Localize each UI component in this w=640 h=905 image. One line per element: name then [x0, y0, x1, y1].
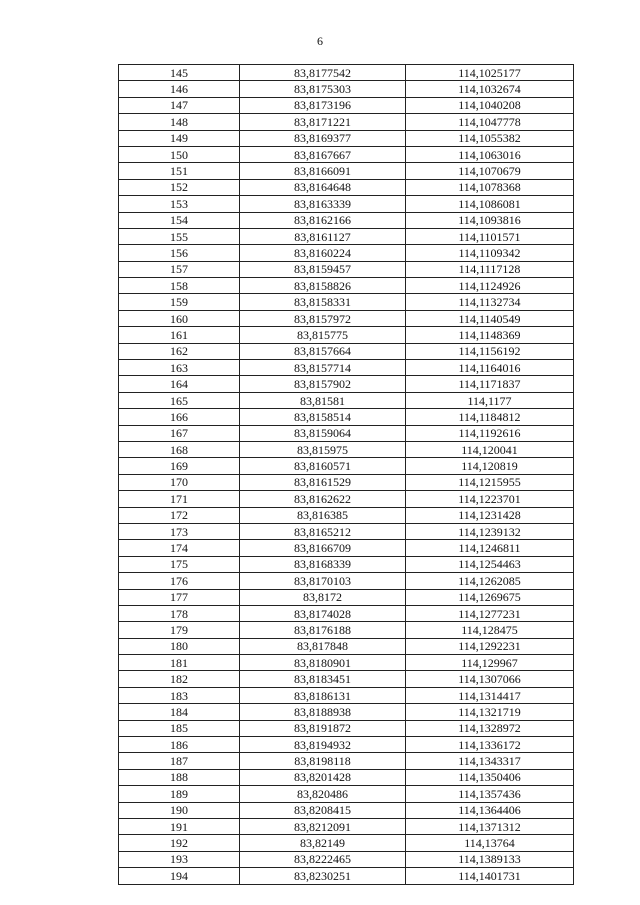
point-number-cell: 159: [119, 294, 240, 310]
longitude-cell: 114,1032674: [406, 81, 574, 97]
table-row: [119, 376, 574, 392]
longitude-cell: 114,1215955: [406, 474, 574, 490]
table-row: [119, 392, 574, 408]
point-number-cell: 150: [119, 146, 240, 162]
longitude-cell: 114,1343317: [406, 753, 574, 769]
point-number-cell: 161: [119, 327, 240, 343]
point-number-cell: 190: [119, 802, 240, 818]
point-number-cell: 178: [119, 605, 240, 621]
point-number-cell: 168: [119, 441, 240, 457]
longitude-cell: 114,1101571: [406, 228, 574, 244]
table-row: [119, 523, 574, 539]
latitude-cell: 83,8158514: [240, 409, 406, 425]
table-row: [119, 868, 574, 884]
point-number-cell: 176: [119, 573, 240, 589]
latitude-cell: 83,8158826: [240, 278, 406, 294]
latitude-cell: 83,816385: [240, 507, 406, 523]
longitude-cell: 114,1231428: [406, 507, 574, 523]
latitude-cell: 83,8173196: [240, 97, 406, 113]
longitude-cell: 114,1307066: [406, 671, 574, 687]
table-row: [119, 65, 574, 81]
longitude-cell: 114,1078368: [406, 179, 574, 195]
latitude-cell: 83,8168339: [240, 556, 406, 572]
latitude-cell: 83,8180901: [240, 655, 406, 671]
longitude-cell: 114,1328972: [406, 720, 574, 736]
latitude-cell: 83,8161529: [240, 474, 406, 490]
latitude-cell: 83,82149: [240, 835, 406, 851]
longitude-cell: 114,1040208: [406, 97, 574, 113]
point-number-cell: 193: [119, 851, 240, 867]
point-number-cell: 154: [119, 212, 240, 228]
latitude-cell: 83,8186131: [240, 687, 406, 703]
latitude-cell: 83,8160571: [240, 458, 406, 474]
table-row: [119, 835, 574, 851]
longitude-cell: 114,1389133: [406, 851, 574, 867]
longitude-cell: 114,1148369: [406, 327, 574, 343]
longitude-cell: 114,1357436: [406, 786, 574, 802]
latitude-cell: 83,815775: [240, 327, 406, 343]
table-row: [119, 753, 574, 769]
table-row: [119, 589, 574, 605]
latitude-cell: 83,8208415: [240, 802, 406, 818]
table-row: [119, 540, 574, 556]
point-number-cell: 156: [119, 245, 240, 261]
coordinates-table: [118, 64, 574, 885]
table-row: [119, 97, 574, 113]
point-number-cell: 177: [119, 589, 240, 605]
point-number-cell: 147: [119, 97, 240, 113]
latitude-cell: 83,8160224: [240, 245, 406, 261]
point-number-cell: 166: [119, 409, 240, 425]
point-number-cell: 164: [119, 376, 240, 392]
point-number-cell: 167: [119, 425, 240, 441]
table-row: [119, 228, 574, 244]
longitude-cell: 114,1124926: [406, 278, 574, 294]
latitude-cell: 83,8176188: [240, 622, 406, 638]
latitude-cell: 83,8201428: [240, 769, 406, 785]
table-row: [119, 507, 574, 523]
latitude-cell: 83,8162166: [240, 212, 406, 228]
table-row: [119, 605, 574, 621]
longitude-cell: 114,1140549: [406, 310, 574, 326]
latitude-cell: 83,8175303: [240, 81, 406, 97]
latitude-cell: 83,8162622: [240, 491, 406, 507]
table-row: [119, 327, 574, 343]
point-number-cell: 173: [119, 523, 240, 539]
latitude-cell: 83,8172: [240, 589, 406, 605]
table-row: [119, 687, 574, 703]
table-row: [119, 720, 574, 736]
table-row: [119, 179, 574, 195]
longitude-cell: 114,120041: [406, 441, 574, 457]
table-row: [119, 310, 574, 326]
longitude-cell: 114,1025177: [406, 65, 574, 81]
table-row: [119, 491, 574, 507]
point-number-cell: 162: [119, 343, 240, 359]
latitude-cell: 83,8157714: [240, 360, 406, 376]
latitude-cell: 83,8166091: [240, 163, 406, 179]
latitude-cell: 83,8188938: [240, 704, 406, 720]
table-row: [119, 196, 574, 212]
longitude-cell: 114,1070679: [406, 163, 574, 179]
point-number-cell: 149: [119, 130, 240, 146]
point-number-cell: 182: [119, 671, 240, 687]
longitude-cell: 114,1277231: [406, 605, 574, 621]
longitude-cell: 114,1292231: [406, 638, 574, 654]
point-number-cell: 180: [119, 638, 240, 654]
latitude-cell: 83,820486: [240, 786, 406, 802]
latitude-cell: 83,8157972: [240, 310, 406, 326]
latitude-cell: 83,8169377: [240, 130, 406, 146]
point-number-cell: 179: [119, 622, 240, 638]
longitude-cell: 114,1093816: [406, 212, 574, 228]
point-number-cell: 169: [119, 458, 240, 474]
point-number-cell: 191: [119, 818, 240, 834]
table-row: [119, 278, 574, 294]
latitude-cell: 83,8222465: [240, 851, 406, 867]
latitude-cell: 83,8212091: [240, 818, 406, 834]
longitude-cell: 114,1336172: [406, 737, 574, 753]
longitude-cell: 114,120819: [406, 458, 574, 474]
table-row: [119, 704, 574, 720]
longitude-cell: 114,1086081: [406, 196, 574, 212]
latitude-cell: 83,8170103: [240, 573, 406, 589]
point-number-cell: 163: [119, 360, 240, 376]
latitude-cell: 83,8165212: [240, 523, 406, 539]
longitude-cell: 114,1371312: [406, 818, 574, 834]
longitude-cell: 114,1055382: [406, 130, 574, 146]
longitude-cell: 114,128475: [406, 622, 574, 638]
latitude-cell: 83,8198118: [240, 753, 406, 769]
longitude-cell: 114,1171837: [406, 376, 574, 392]
table-row: [119, 212, 574, 228]
table-row: [119, 786, 574, 802]
latitude-cell: 83,8161127: [240, 228, 406, 244]
table-row: [119, 802, 574, 818]
latitude-cell: 83,8171221: [240, 114, 406, 130]
latitude-cell: 83,8177542: [240, 65, 406, 81]
point-number-cell: 171: [119, 491, 240, 507]
table-row: [119, 622, 574, 638]
latitude-cell: 83,8158331: [240, 294, 406, 310]
point-number-cell: 153: [119, 196, 240, 212]
longitude-cell: 114,1132734: [406, 294, 574, 310]
table-row: [119, 163, 574, 179]
point-number-cell: 157: [119, 261, 240, 277]
latitude-cell: 83,8164648: [240, 179, 406, 195]
longitude-cell: 114,1047778: [406, 114, 574, 130]
longitude-cell: 114,1164016: [406, 360, 574, 376]
point-number-cell: 192: [119, 835, 240, 851]
latitude-cell: 83,8163339: [240, 196, 406, 212]
point-number-cell: 181: [119, 655, 240, 671]
table-row: [119, 245, 574, 261]
latitude-cell: 83,8194932: [240, 737, 406, 753]
table-row: [119, 556, 574, 572]
table-row: [119, 441, 574, 457]
latitude-cell: 83,8183451: [240, 671, 406, 687]
longitude-cell: 114,13764: [406, 835, 574, 851]
longitude-cell: 114,1321719: [406, 704, 574, 720]
table-row: [119, 81, 574, 97]
longitude-cell: 114,1314417: [406, 687, 574, 703]
table-row: [119, 114, 574, 130]
latitude-cell: 83,81581: [240, 392, 406, 408]
table-row: [119, 425, 574, 441]
table-row: [119, 769, 574, 785]
longitude-cell: 114,1192616: [406, 425, 574, 441]
longitude-cell: 114,1262085: [406, 573, 574, 589]
longitude-cell: 114,1177: [406, 392, 574, 408]
point-number-cell: 170: [119, 474, 240, 490]
latitude-cell: 83,8167667: [240, 146, 406, 162]
longitude-cell: 114,1109342: [406, 245, 574, 261]
longitude-cell: 114,1350406: [406, 769, 574, 785]
point-number-cell: 187: [119, 753, 240, 769]
table-row: [119, 474, 574, 490]
point-number-cell: 155: [119, 228, 240, 244]
table-row: [119, 130, 574, 146]
longitude-cell: 114,1246811: [406, 540, 574, 556]
table-row: [119, 146, 574, 162]
table-row: [119, 458, 574, 474]
point-number-cell: 186: [119, 737, 240, 753]
point-number-cell: 184: [119, 704, 240, 720]
point-number-cell: 188: [119, 769, 240, 785]
longitude-cell: 114,1063016: [406, 146, 574, 162]
longitude-cell: 114,1269675: [406, 589, 574, 605]
point-number-cell: 160: [119, 310, 240, 326]
latitude-cell: 83,8157902: [240, 376, 406, 392]
point-number-cell: 185: [119, 720, 240, 736]
table-row: [119, 851, 574, 867]
longitude-cell: 114,1223701: [406, 491, 574, 507]
longitude-cell: 114,1254463: [406, 556, 574, 572]
point-number-cell: 165: [119, 392, 240, 408]
point-number-cell: 172: [119, 507, 240, 523]
longitude-cell: 114,1239132: [406, 523, 574, 539]
table-row: [119, 409, 574, 425]
latitude-cell: 83,8166709: [240, 540, 406, 556]
table-row: [119, 573, 574, 589]
table-row: [119, 294, 574, 310]
point-number-cell: 175: [119, 556, 240, 572]
latitude-cell: 83,8159457: [240, 261, 406, 277]
table-row: [119, 671, 574, 687]
latitude-cell: 83,8230251: [240, 868, 406, 884]
table-row: [119, 737, 574, 753]
latitude-cell: 83,815975: [240, 441, 406, 457]
longitude-cell: 114,129967: [406, 655, 574, 671]
latitude-cell: 83,817848: [240, 638, 406, 654]
table-row: [119, 261, 574, 277]
table-row: [119, 360, 574, 376]
longitude-cell: 114,1184812: [406, 409, 574, 425]
table-row: [119, 638, 574, 654]
point-number-cell: 174: [119, 540, 240, 556]
point-number-cell: 148: [119, 114, 240, 130]
point-number-cell: 158: [119, 278, 240, 294]
table-row: [119, 343, 574, 359]
page-number: 6: [317, 34, 323, 48]
longitude-cell: 114,1117128: [406, 261, 574, 277]
latitude-cell: 83,8159064: [240, 425, 406, 441]
point-number-cell: 146: [119, 81, 240, 97]
longitude-cell: 114,1364406: [406, 802, 574, 818]
point-number-cell: 189: [119, 786, 240, 802]
point-number-cell: 194: [119, 868, 240, 884]
point-number-cell: 151: [119, 163, 240, 179]
point-number-cell: 152: [119, 179, 240, 195]
longitude-cell: 114,1401731: [406, 868, 574, 884]
point-number-cell: 145: [119, 65, 240, 81]
table-row: [119, 818, 574, 834]
coordinates-table-body: [119, 65, 574, 885]
point-number-cell: 183: [119, 687, 240, 703]
latitude-cell: 83,8157664: [240, 343, 406, 359]
longitude-cell: 114,1156192: [406, 343, 574, 359]
latitude-cell: 83,8174028: [240, 605, 406, 621]
latitude-cell: 83,8191872: [240, 720, 406, 736]
table-row: [119, 655, 574, 671]
